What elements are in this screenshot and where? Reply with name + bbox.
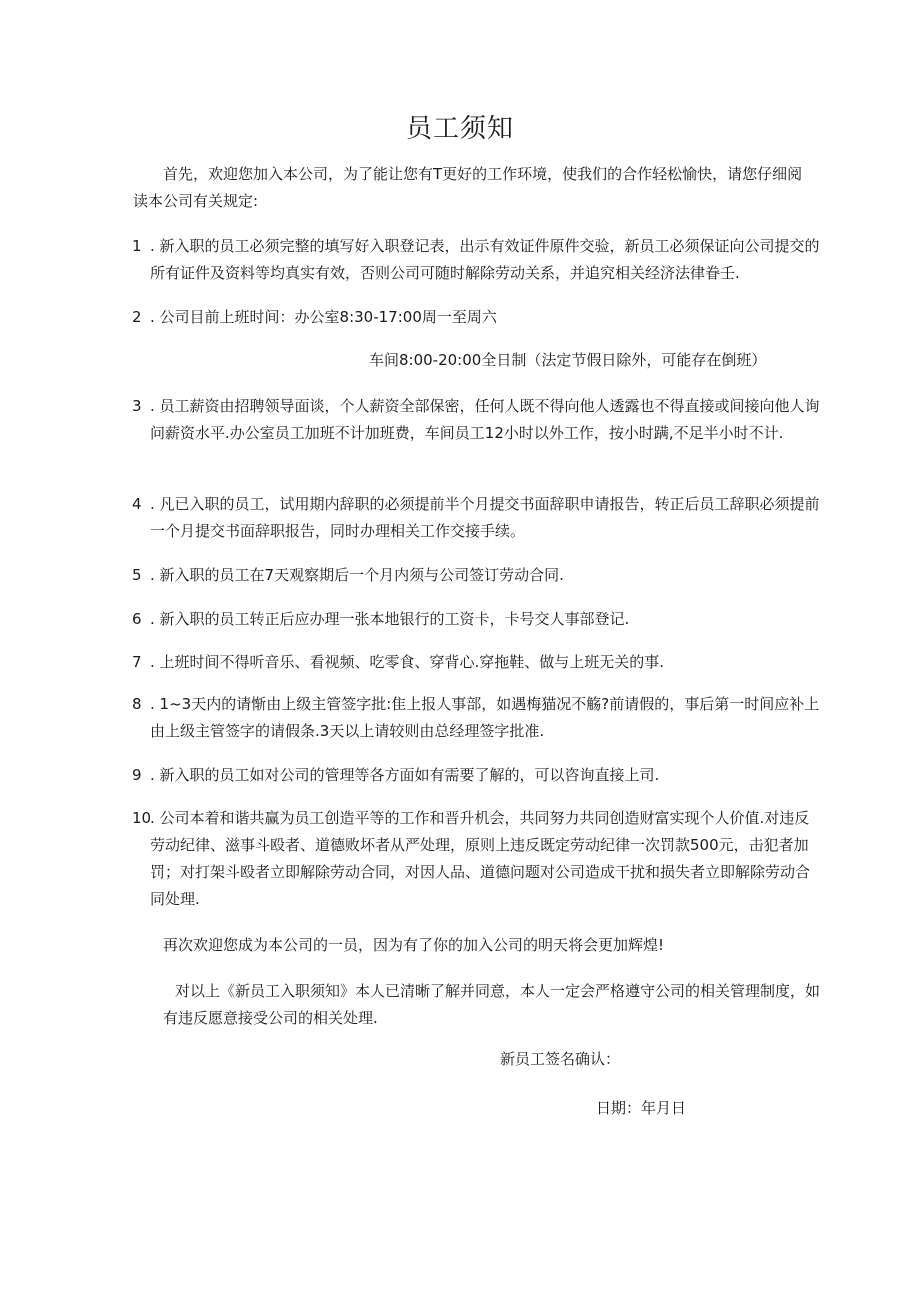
document-title: 员工须知 xyxy=(405,114,514,144)
rule-item-9 xyxy=(132,762,822,789)
rule-number: 5 xyxy=(132,566,142,584)
rule-item-1 xyxy=(132,233,822,287)
rule-number: 4 xyxy=(132,495,142,513)
date-label: 日期：年月日 xyxy=(596,1099,687,1117)
rule-number: 6 xyxy=(132,610,142,628)
rule-item-7 xyxy=(132,649,822,676)
rule-item-3 xyxy=(132,393,822,447)
rule-item-2 xyxy=(132,304,822,331)
rule-text: . 公司目前上班时间：办公室8:30-17:00周一至周六 xyxy=(150,308,497,326)
rule-item-5 xyxy=(132,562,822,589)
rule-text: . 新入职的员工如对公司的管理等各方面如有需要了解的，可以咨询直接上司. xyxy=(150,766,660,784)
rule-number: 1 xyxy=(132,237,142,255)
rule-text: . 公司本着和谐共赢为员工创造平等的工作和晋升机会，共同努力共同创造财富实现个人价值.对违反劳动纪律、滋事斗殴者、道德败坏者从严处理，原则上违反既定劳动纪律一次罚款500元，击犯者加罚；对打架斗殴者立即解除劳动合同，对因人品、道德问题对公司造成干扰和损失者立即解除劳动合同处理. xyxy=(150,809,811,908)
rule-text: . 员工薪资由招聘领导面谈，个人薪资全部保密，任何人既不得向他人透露也不得直接或间接向他人询问薪资水平.办公室员工加班不计加班费，车间员工12小时以外工作，按小时蹒,不足半小时不计. xyxy=(150,397,820,442)
rule-item-8 xyxy=(132,691,822,745)
workshop-hours: 车间8:00-20:00全日制（法定节假日除外，可能存在倒班） xyxy=(369,351,767,369)
rule-number: 2 xyxy=(132,308,142,326)
rule-number: 8 xyxy=(132,695,142,713)
rule-text: . 新入职的员工在7天观察期后一个月内须与公司签订劳动合同. xyxy=(150,566,564,584)
rule-number: 9 xyxy=(132,766,142,784)
rule-text: . 凡已入职的员工，试用期内辞职的必须提前半个月提交书面辞职申请报告，转正后员工辞职必须提前一个月提交书面辞职报告，同时办理相关工作交接手续。 xyxy=(150,495,820,540)
closing-paragraph: 再次欢迎您成为本公司的一员，因为有了你的加入公司的明天将会更加辉煌! xyxy=(163,936,665,954)
rule-text: . 新入职的员工转正后应办理一张本地银行的工资卡，卡号交人事部登记. xyxy=(150,610,630,628)
rule-text: . 上班时间不得听音乐、看视频、吃零食、穿背心.穿拖鞋、做与上班无关的事. xyxy=(150,653,665,671)
rule-item-10 xyxy=(132,805,822,913)
rule-number: 3 xyxy=(132,397,142,415)
rule-text: . 1~3天内的请惭由上级主管签字批:隹上报人事部，如遇梅猫况不觞?前请假的，事后第一时间应补上由上级主管签字的请假条.3天以上请较则由总经理签字批准. xyxy=(150,695,820,740)
intro-paragraph: 首先，欢迎您加入本公司，为了能让您有T更好的工作环境，使我们的合作轻松愉快，请您仔细阅读本公司有关规定: xyxy=(133,165,803,210)
consent-paragraph: 对以上《新员工入职须知》本人已清晰了解并同意，本人一定会严格遵守公司的相关管理制度，如有违反愿意接受公司的相关处理. xyxy=(163,982,821,1027)
rule-number: 7 xyxy=(132,653,142,671)
rule-item-4 xyxy=(132,491,822,545)
rule-item-6 xyxy=(132,606,822,633)
rule-text: . 新入职的员工必须完整的填写好入职登记表，出示有效证件原件交验，新员工必须保证向公司提交的所有证件及资料等均真实有效，否则公司可随时解除劳动关系，并追究相关经济法律眷壬. xyxy=(150,237,820,282)
rule-number: 10 xyxy=(132,809,152,827)
signature-label: 新员工签名确认： xyxy=(500,1050,621,1068)
